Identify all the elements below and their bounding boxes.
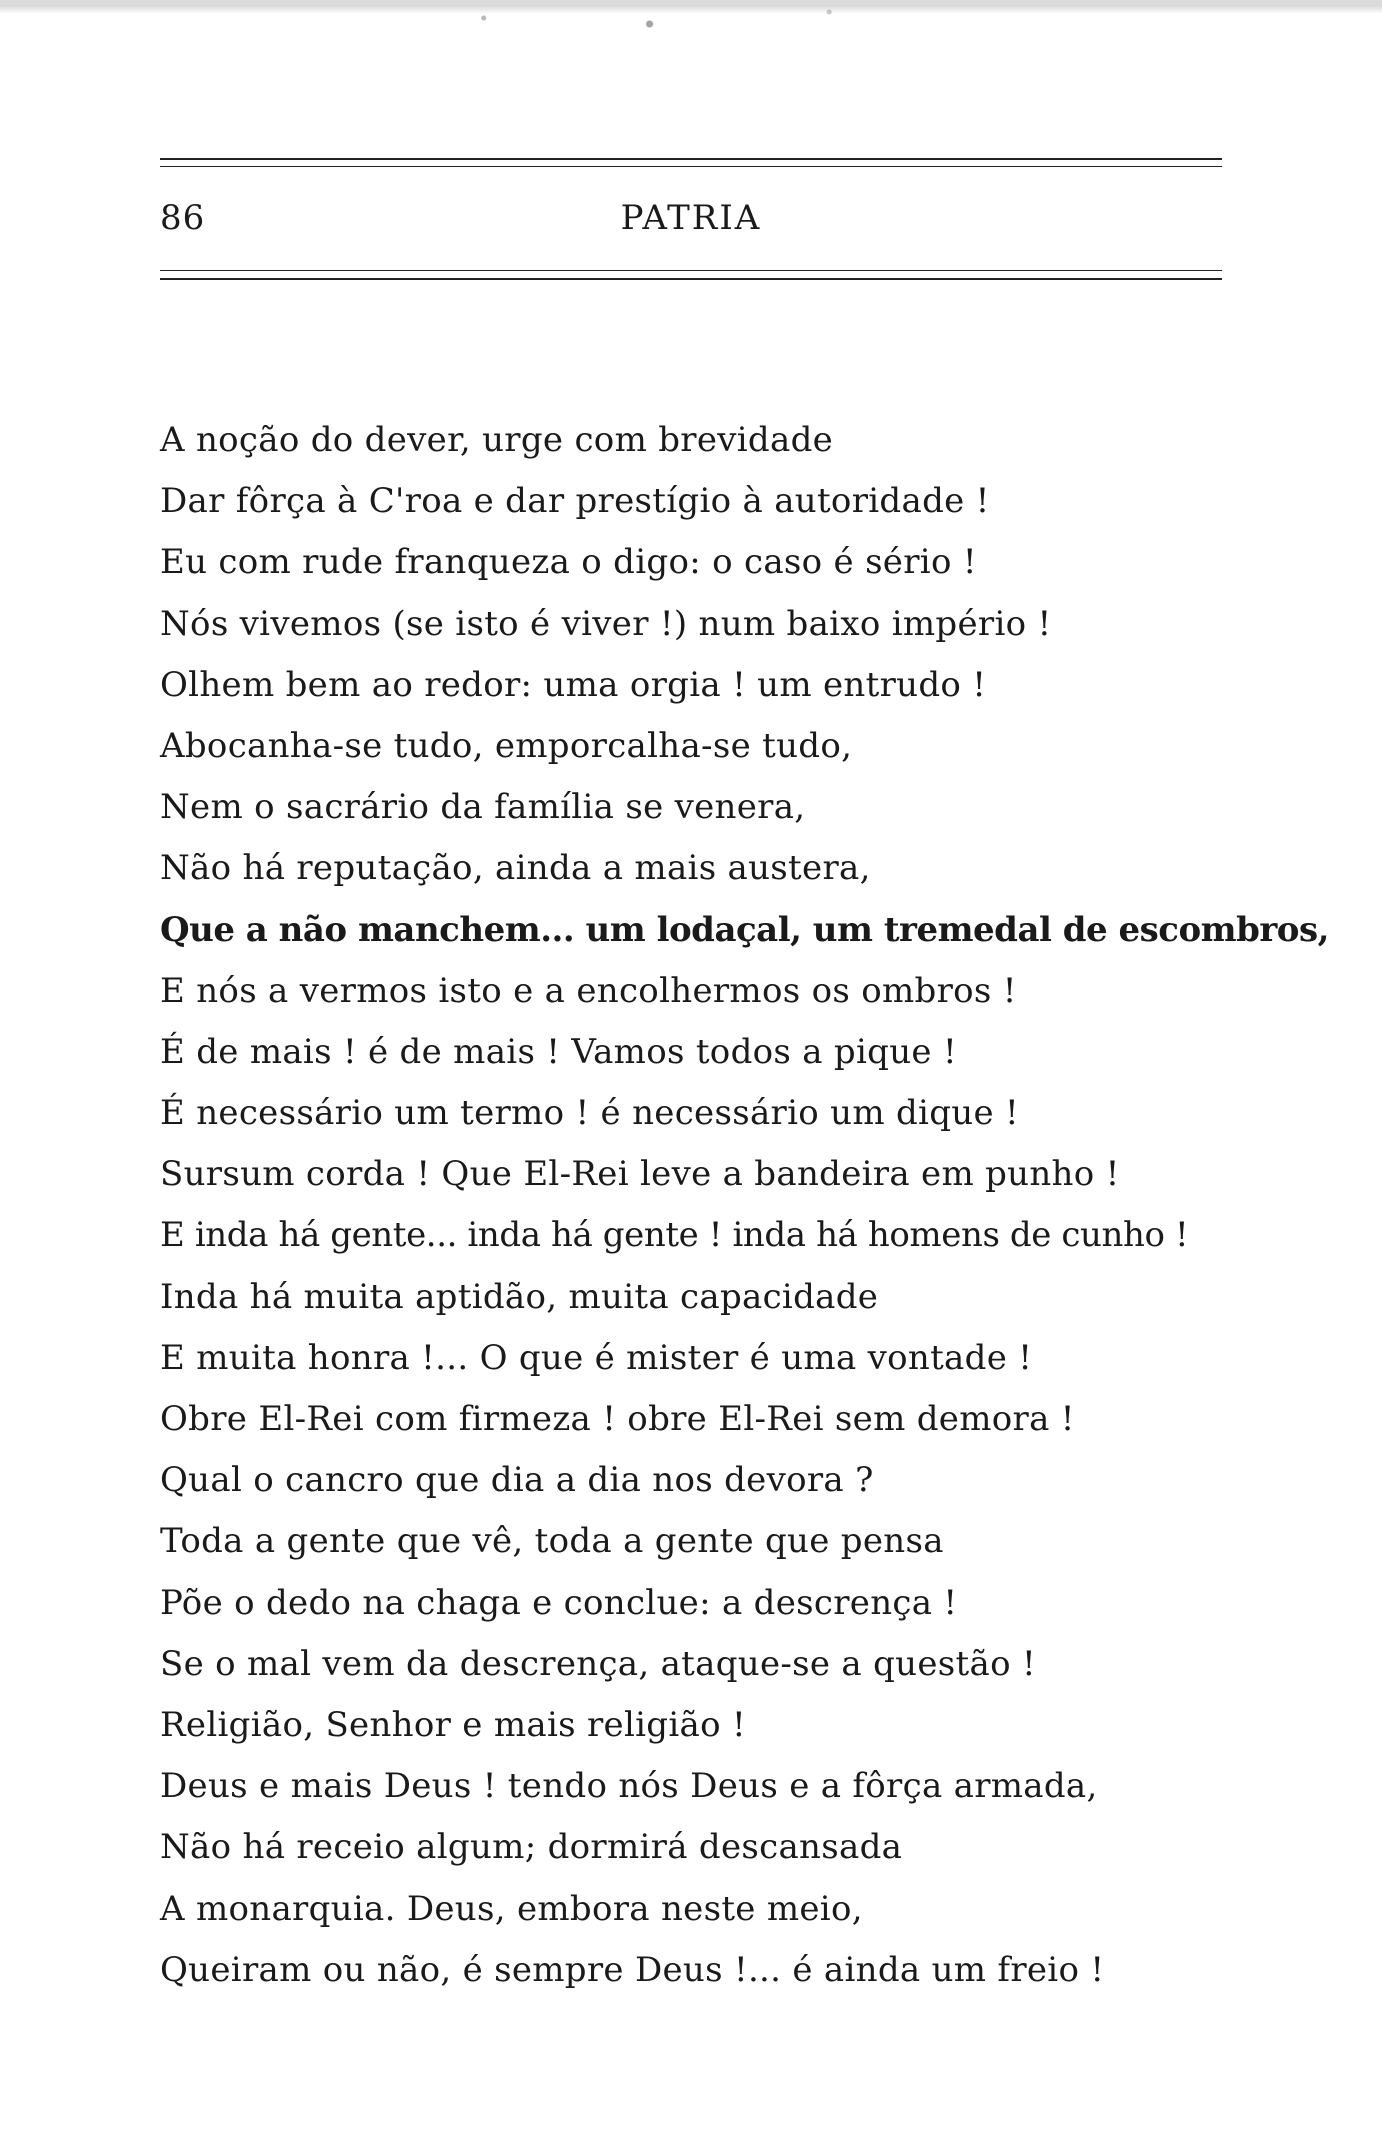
poem-line: Abocanha-se tudo, emporcalha-se tudo, (160, 725, 853, 766)
poem-line: Deus e mais Deus ! tendo nós Deus e a fôrça armada, (160, 1766, 1098, 1807)
poem-line: Não há reputação, ainda a mais austera, (160, 848, 871, 889)
poem-line: Qual o cancro que dia a dia nos devora ? (160, 1460, 874, 1501)
poem-body (160, 410, 1329, 2001)
poem-line: Nem o sacrário da família se venera, (160, 787, 806, 828)
poem-line: Não há receio algum; dormirá descansada (160, 1827, 903, 1868)
page-header (160, 158, 1222, 284)
poem-line: Eu com rude franqueza o digo: o caso é sério ! (160, 542, 977, 583)
running-title: PATRIA (620, 198, 762, 238)
poem-line: É necessário um termo ! é necessário um dique ! (160, 1093, 1019, 1134)
poem-line: Dar fôrça à C'roa e dar prestígio à autoridade ! (160, 481, 990, 522)
header-rule-top-thin (160, 166, 1222, 167)
header-rule-bottom-thin (160, 270, 1222, 271)
poem-line: Queiram ou não, é sempre Deus !... é ainda um freio ! (160, 1949, 1105, 1990)
poem-line: A monarquia. Deus, embora neste meio, (160, 1888, 863, 1929)
poem-line: É de mais ! é de mais ! Vamos todos a pique ! (160, 1031, 957, 1072)
poem-line: E nós a vermos isto e a encolhermos os ombros ! (160, 970, 1017, 1011)
page-number: 86 (160, 198, 206, 238)
poem-line: Nós vivemos (se isto é viver !) num baixo império ! (160, 603, 1052, 644)
poem-line: Que a não manchem... um lodaçal, um tremedal de escombros, (160, 909, 1329, 950)
poem-line: Toda a gente que vê, toda a gente que pensa (160, 1521, 944, 1562)
header-rule-top (160, 158, 1222, 160)
poem-line: Põe o dedo na chaga e conclue: a descrença ! (160, 1582, 958, 1623)
poem-line: Obre El-Rei com firmeza ! obre El-Rei sem demora ! (160, 1399, 1075, 1439)
header-rule-bottom (160, 278, 1222, 280)
poem-line: Se o mal vem da descrença, ataque-se a questão ! (160, 1643, 1036, 1684)
scan-speckle-decoration (0, 0, 1382, 60)
poem-line: A noção do dever, urge com brevidade (160, 420, 834, 460)
poem-line: E inda há gente... inda há gente ! inda há homens de cunho ! (160, 1215, 1189, 1256)
poem-line: Inda há muita aptidão, muita capacidade (160, 1276, 879, 1317)
poem-line: E muita honra !... O que é mister é uma vontade ! (160, 1337, 1033, 1378)
poem-line: Olhem bem ao redor: uma orgia ! um entrudo ! (160, 664, 987, 705)
poem-line: Sursum corda ! Que El-Rei leve a bandeira em punho ! (160, 1154, 1120, 1195)
poem-line: Religião, Senhor e mais religião ! (160, 1704, 746, 1745)
